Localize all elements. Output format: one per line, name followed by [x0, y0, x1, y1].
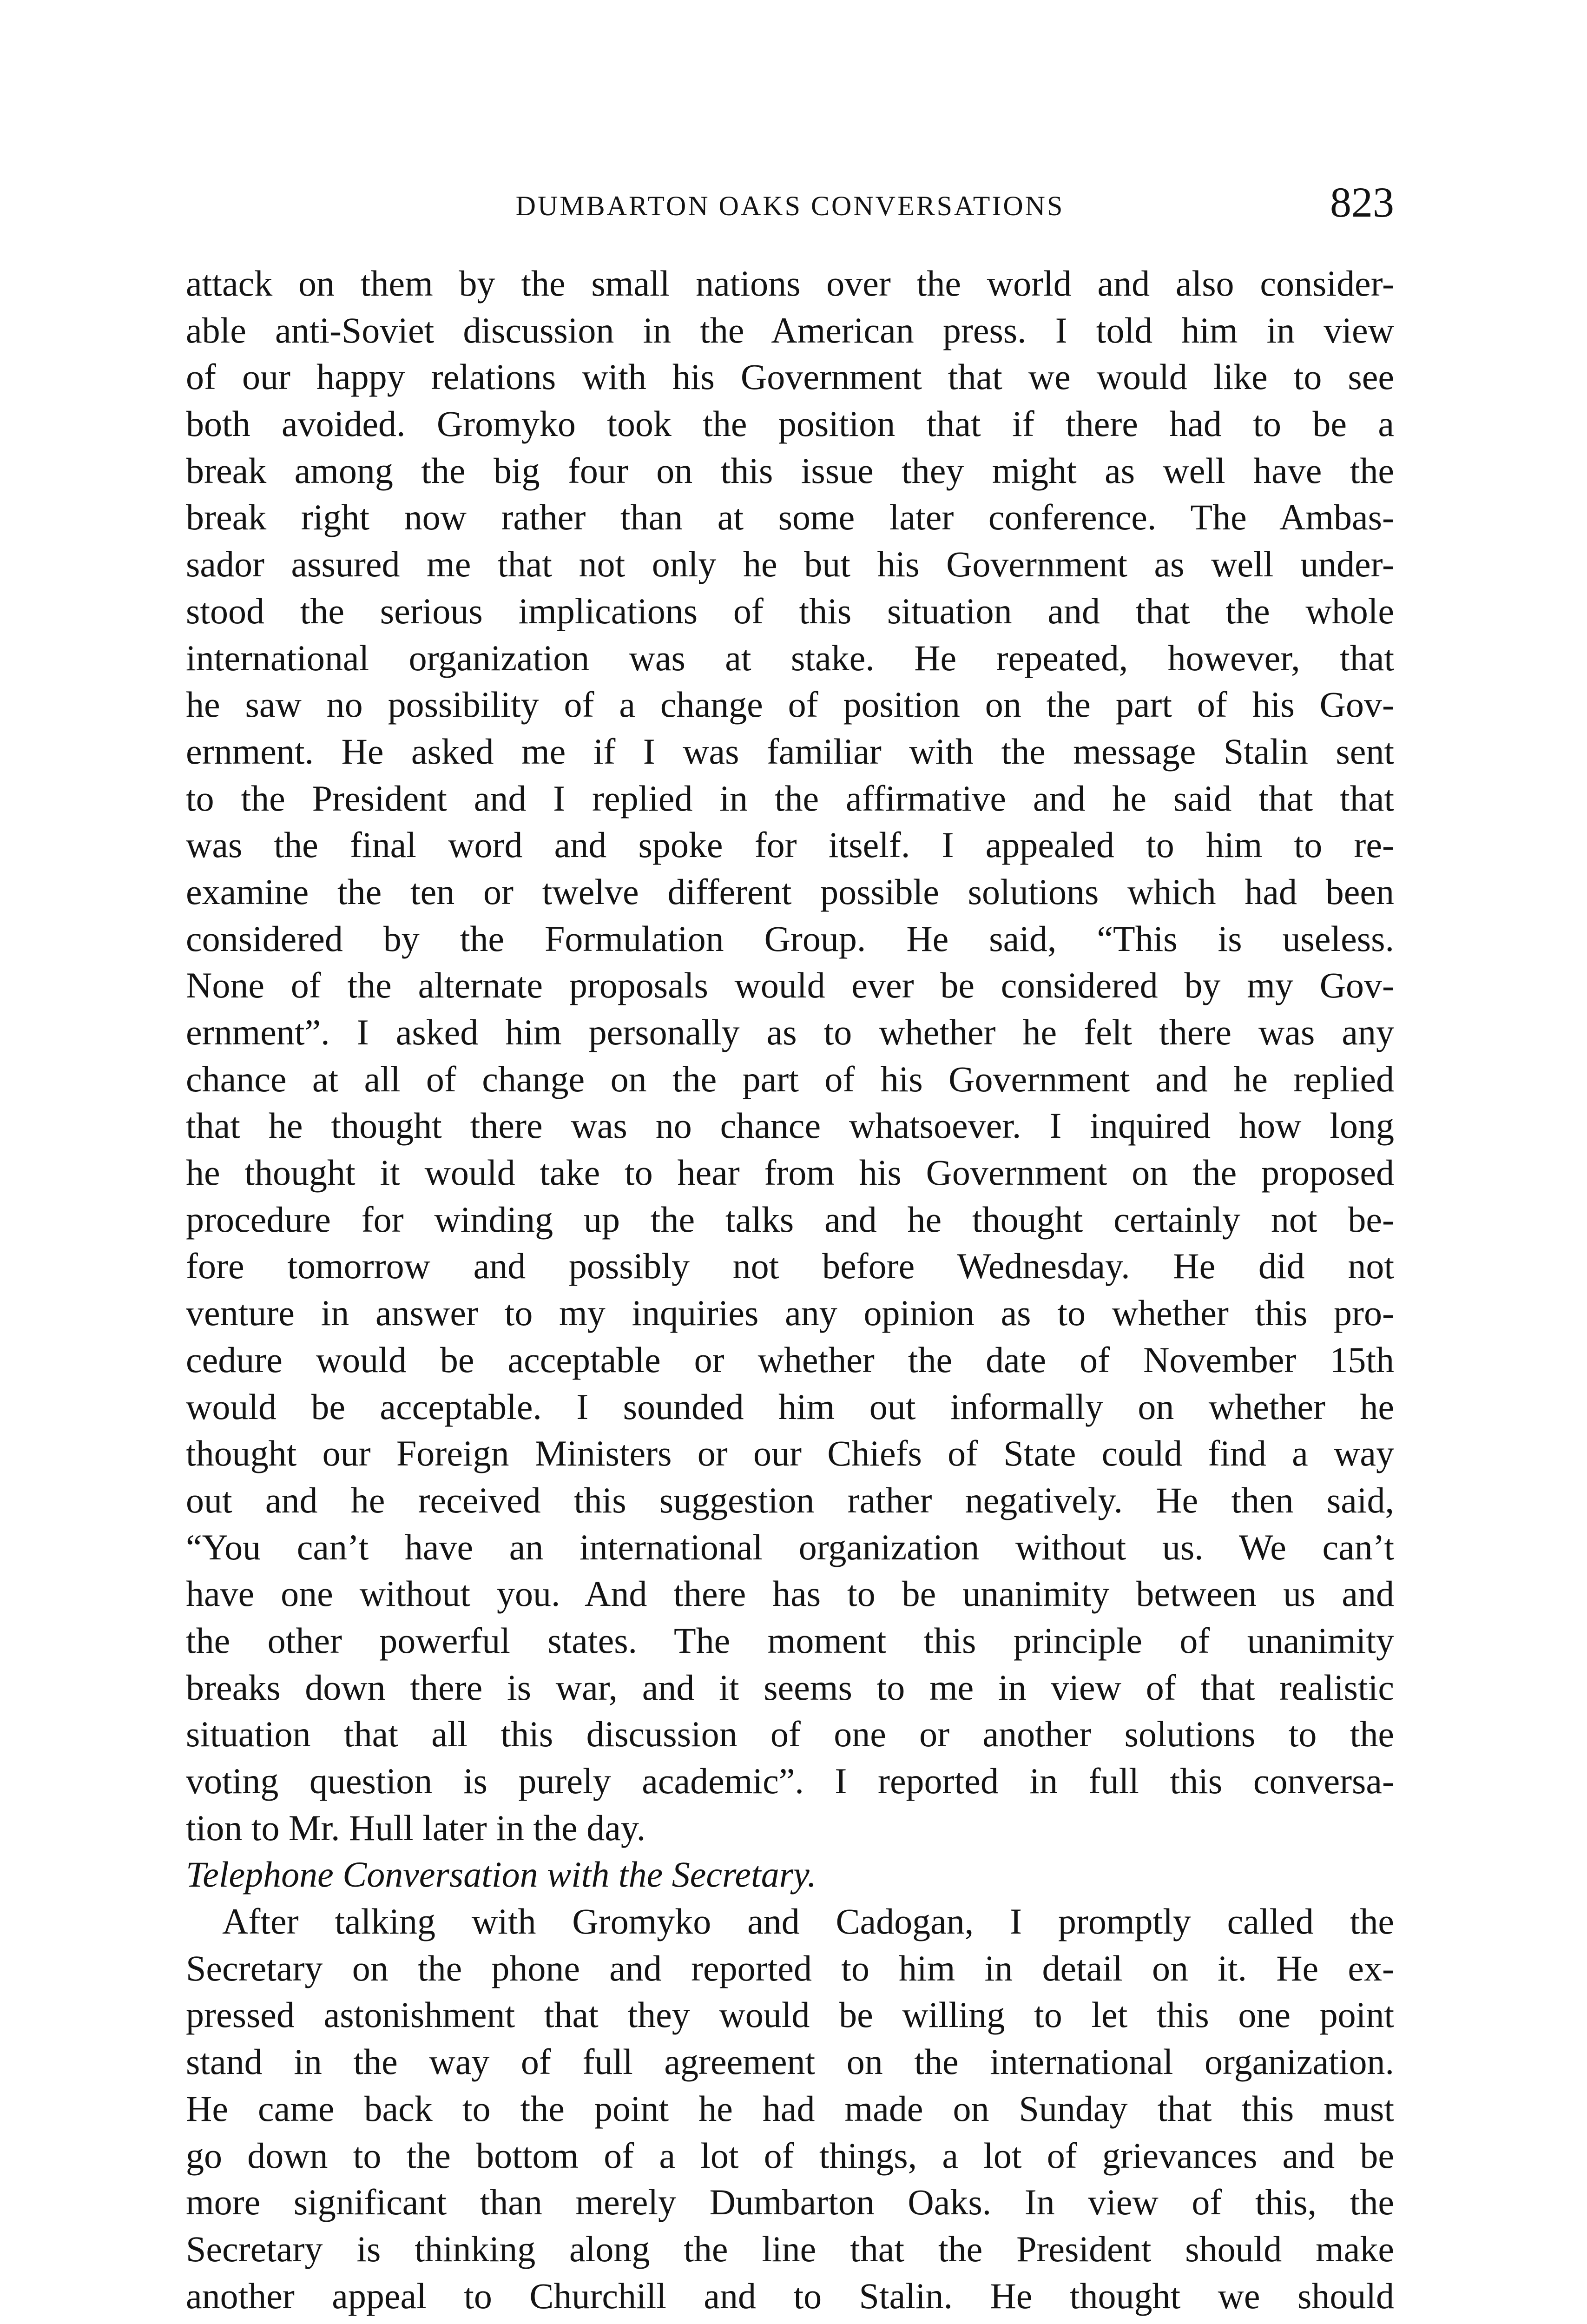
paragraph-2: [186, 1898, 1394, 2319]
text-line: considered by the Formulation Group. He said, “This is useless.: [186, 918, 1394, 959]
text-line: procedure for winding up the talks and he thought certainly not be-: [186, 1199, 1394, 1240]
text-line: both avoided. Gromyko took the position that if there had to be a: [186, 403, 1394, 444]
text-line: attack on them by the small nations over the world and also consider-: [186, 263, 1394, 304]
running-head: [186, 179, 1394, 230]
text-line: of our happy relations with his Government that we would like to see: [186, 357, 1394, 397]
text-line: Secretary on the phone and reported to him in detail on it. He ex-: [186, 1948, 1394, 1988]
text-line: that he thought there was no chance whatsoever. I inquired how long: [186, 1105, 1394, 1146]
text-line: “You can’t have an international organization without us. We can’t: [186, 1526, 1394, 1567]
text-line: out and he received this suggestion rather negatively. He then said,: [186, 1479, 1394, 1520]
text-line: ernment”. I asked him personally as to whether he felt there was any: [186, 1012, 1394, 1052]
text-line: have one without you. And there has to be unanimity between us and: [186, 1573, 1394, 1614]
text-line: to the President and I replied in the affirmative and he said that that: [186, 778, 1394, 819]
text-line: situation that all this discussion of one or another solutions to the: [186, 1714, 1394, 1755]
paragraph-1: [186, 260, 1394, 1851]
text-line: able anti-Soviet discussion in the American press. I told him in view: [186, 310, 1394, 350]
text-line: examine the ten or twelve different possible solutions which had been: [186, 871, 1394, 912]
text-line: After talking with Gromyko and Cadogan, I promptly called the: [222, 1901, 1394, 1942]
text-line: He came back to the point he had made on Sunday that this must: [186, 2088, 1394, 2129]
text-line: Secretary is thinking along the line that the President should make: [186, 2228, 1394, 2269]
text-line: breaks down there is war, and it seems to me in view of that realistic: [186, 1667, 1394, 1708]
text-line: would be acceptable. I sounded him out informally on whether he: [186, 1386, 1394, 1427]
text-line: he saw no possibility of a change of position on the part of his Gov-: [186, 684, 1394, 725]
text-line: venture in answer to my inquiries any opinion as to whether this pro-: [186, 1293, 1394, 1334]
text-line: he thought it would take to hear from his Government on the proposed: [186, 1152, 1394, 1193]
text-line: stood the serious implications of this situation and that the whole: [186, 590, 1394, 631]
text-line: thought our Foreign Ministers or our Chiefs of State could find a way: [186, 1433, 1394, 1474]
text-line: another appeal to Churchill and to Stalin. He thought we should: [186, 2275, 1394, 2316]
text-line: break among the big four on this issue they might as well have the: [186, 450, 1394, 491]
text-line: tion to Mr. Hull later in the day.: [186, 1807, 646, 1848]
text-line: chance at all of change on the part of his Government and he replied: [186, 1058, 1394, 1099]
section-heading: Telephone Conversation with the Secretary.: [186, 1854, 817, 1895]
page-number: 823: [1330, 178, 1394, 226]
running-title: DUMBARTON OAKS CONVERSATIONS: [515, 191, 1065, 221]
text-line: more significant than merely Dumbarton Oaks. In view of this, the: [186, 2182, 1394, 2223]
text-line: the other powerful states. The moment this principle of unanimity: [186, 1620, 1394, 1661]
text-line: international organization was at stake. He repeated, however, that: [186, 637, 1394, 678]
text-line: was the final word and spoke for itself. I appealed to him to re-: [186, 825, 1394, 865]
text-line: stand in the way of full agreement on the international organization.: [186, 2041, 1394, 2082]
text-line: pressed astonishment that they would be willing to let this one point: [186, 1994, 1394, 2035]
text-line: fore tomorrow and possibly not before Wednesday. He did not: [186, 1246, 1394, 1287]
text-line: sador assured me that not only he but his Government as well under-: [186, 544, 1394, 585]
text-line: voting question is purely academic”. I reported in full this conversa-: [186, 1761, 1394, 1801]
body-text: [186, 260, 1394, 2324]
text-line: cedure would be acceptable or whether the date of November 15th: [186, 1339, 1394, 1380]
text-line: None of the alternate proposals would ever be considered by my Gov-: [186, 965, 1394, 1006]
text-line: break right now rather than at some later conference. The Ambas-: [186, 497, 1394, 538]
text-line: ernment. He asked me if I was familiar with the message Stalin sent: [186, 731, 1394, 772]
text-line: go down to the bottom of a lot of things, a lot of grievances and be: [186, 2135, 1394, 2176]
